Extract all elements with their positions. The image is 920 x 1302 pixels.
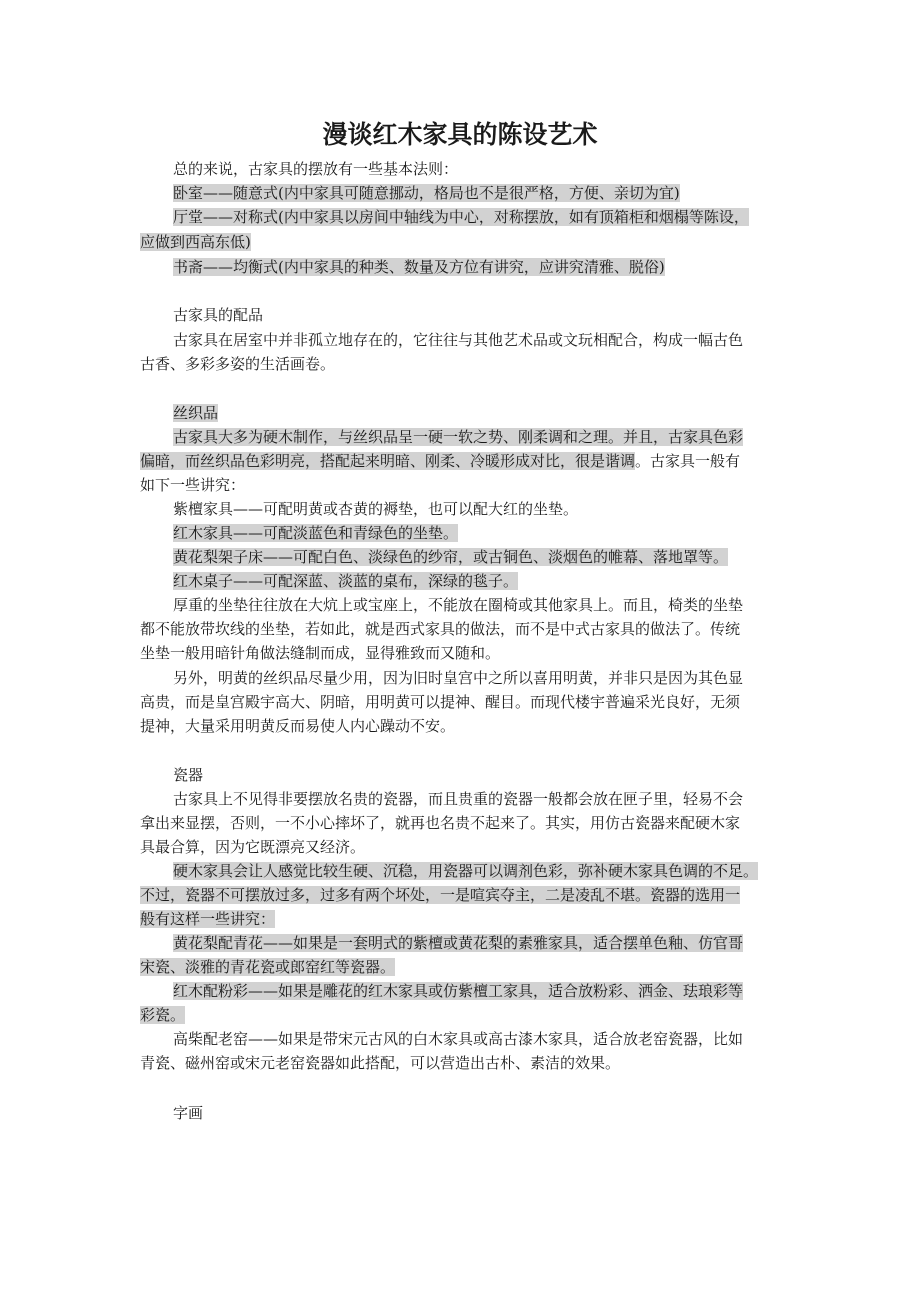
body-line [173, 788, 743, 810]
line-text: 高贵，而是皇宫殿宇高大、阴暗，用明黄可以提神、醒目。而现代楼宇普遍采光良好，无须 [140, 693, 741, 711]
line-text: 古家具的配品 [173, 306, 264, 324]
body-line [140, 812, 740, 834]
highlighted-text: 硬木家具会让人感觉比较生硬、沉稳，用瓷器可以调剂色彩，弥补硬木家具色调的不足。 [173, 862, 759, 880]
body-line [140, 231, 251, 253]
highlighted-text: 卧室——随意式(内中家具可随意挪动，格局也不是很严格，方便、亲切为宜) [173, 184, 680, 202]
highlighted-text: 偏暗，而丝织品色彩明亮，搭配起来明暗、刚柔、冷暖形成对比，很是谐调 [140, 452, 636, 470]
body-line [140, 618, 740, 640]
highlighted-text: 应做到西高东低) [140, 233, 251, 251]
body-line [173, 570, 518, 592]
highlighted-text: 不过，瓷器不可摆放过多，过多有两个坏处，一是喧宾夺主，二是凌乱不堪。瓷器的选用一 [140, 886, 741, 904]
line-text: 都不能放带坎线的坐垫，若如此，就是西式家具的做法，而不是中式古家具的做法了。传统 [140, 620, 741, 638]
body-line [140, 884, 740, 906]
line-text: 拿出来显摆，否则，一不小心摔坏了，就再也名贵不起来了。其实，用仿古瓷器来配硬木家 [140, 814, 741, 832]
line-text: 总的来说，古家具的摆放有一些基本法则： [173, 160, 459, 178]
highlighted-text: 般有这样一些讲究： [140, 910, 276, 928]
highlighted-text: 宋瓷、淡雅的青花瓷或郎窑红等瓷器。 [140, 958, 396, 976]
highlighted-text: 彩瓷。 [140, 1006, 186, 1024]
body-line [173, 667, 743, 689]
highlighted-text: 丝织品 [173, 404, 219, 422]
body-line [173, 426, 743, 448]
highlighted-text: 厅堂——对称式(内中家具以房间中轴线为中心，对称摆放，如有顶箱柜和烟榻等陈设， [173, 208, 749, 226]
line-text: 另外，明黄的丝织品尽量少用，因为旧时皇宫中之所以喜用明黄，并非只是因为其色显 [173, 669, 744, 687]
document-title: 漫谈红木家具的陈设艺术 [322, 120, 598, 149]
line-text: 如下一些讲究： [140, 476, 246, 494]
body-line [173, 304, 263, 326]
body-line [140, 353, 335, 375]
body-line [173, 980, 743, 1002]
body-line [173, 402, 218, 424]
body-line [173, 182, 680, 204]
body-line [173, 256, 665, 278]
line-text: 青瓷、磁州窑或宋元老窑瓷器如此搭配，可以营造出古朴、素洁的效果。 [140, 1054, 621, 1072]
highlighted-text: 红木配粉彩——如果是雕花的红木家具或仿紫檀工家具，适合放粉彩、洒金、珐琅彩等 [173, 982, 744, 1000]
body-line [140, 715, 455, 737]
body-line [140, 450, 740, 472]
line-text: 字画 [173, 1104, 204, 1122]
body-line [140, 642, 500, 664]
highlighted-text: 红木桌子——可配深蓝、淡蓝的桌布，深绿的毯子。 [173, 572, 519, 590]
body-line [140, 908, 275, 930]
highlighted-text: 黄花梨架子床——可配白色、淡绿色的纱帘，或古铜色、淡烟色的帷幕、落地罩等。 [173, 548, 729, 566]
line-text: 瓷器 [173, 766, 204, 784]
body-line [173, 594, 743, 616]
body-line [173, 932, 743, 954]
body-line [140, 956, 395, 978]
body-line [173, 764, 203, 786]
body-line [173, 158, 458, 180]
body-line [140, 474, 245, 496]
body-line [173, 329, 743, 351]
line-text: 提神，大量采用明黄反而易使人内心躁动不安。 [140, 717, 456, 735]
line-text: 厚重的坐垫往往放在大炕上或宝座上，不能放在圈椅或其他家具上。而且，椅类的坐垫 [173, 596, 744, 614]
line-text: 高柴配老窑——如果是带宋元古风的白木家具或高古漆木家具，适合放老窑瓷器，比如 [173, 1030, 744, 1048]
line-text: 具最合算，因为它既漂亮又经济。 [140, 838, 366, 856]
body-line [173, 1102, 203, 1124]
body-line [173, 498, 578, 520]
highlighted-text: 古家具大多为硬木制作，与丝织品呈一硬一软之势、刚柔调和之理。并且，古家具色彩 [173, 428, 744, 446]
highlighted-text: 黄花梨配青花——如果是一套明式的紫檀或黄花梨的素雅家具，适合摆单色釉、仿官哥 [173, 934, 744, 952]
body-line [173, 546, 728, 568]
body-line [140, 1052, 620, 1074]
line-text: 古家具上不见得非要摆放名贵的瓷器，而且贵重的瓷器一般都会放在匣子里，轻易不会 [173, 790, 744, 808]
line-text: 。古家具一般有 [635, 452, 741, 470]
line-text: 紫檀家具——可配明黄或杏黄的褥垫，也可以配大红的坐垫。 [173, 500, 579, 518]
line-text: 坐垫一般用暗针角做法缝制而成，显得雅致而又随和。 [140, 644, 501, 662]
body-line [173, 522, 458, 544]
line-text: 古香、多彩多姿的生活画卷。 [140, 355, 336, 373]
body-line [140, 691, 740, 713]
highlighted-text: 红木家具——可配淡蓝色和青绿色的坐垫。 [173, 524, 459, 542]
body-line [173, 1028, 743, 1050]
body-line [140, 836, 365, 858]
body-line [173, 206, 749, 228]
highlighted-text: 书斋——均衡式(内中家具的种类、数量及方位有讲究，应讲究清雅、脱俗) [173, 258, 665, 276]
body-line [140, 1004, 185, 1026]
body-line [173, 860, 758, 882]
line-text: 古家具在居室中并非孤立地存在的，它往往与其他艺术品或文玩相配合，构成一幅古色 [173, 331, 744, 349]
